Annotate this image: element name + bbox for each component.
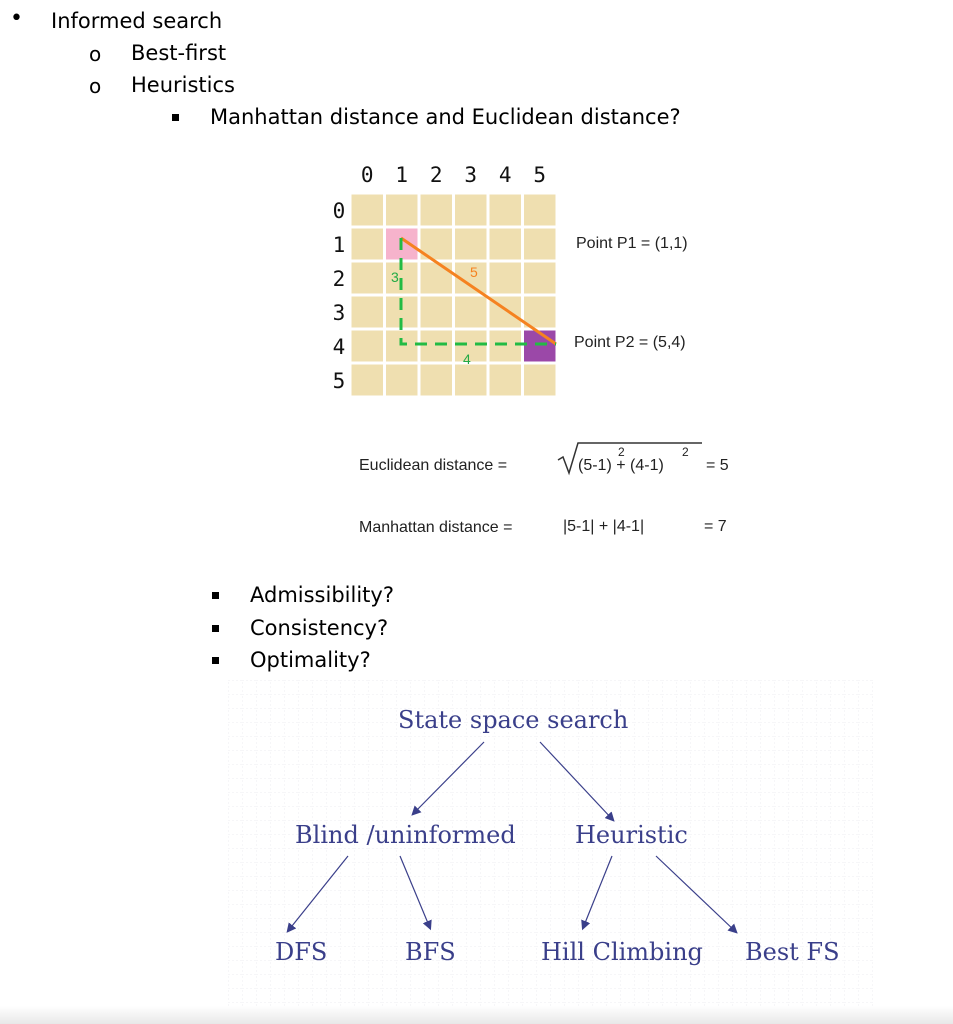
outline-informed-search: Informed search — [51, 9, 223, 33]
grid-cell — [524, 365, 556, 396]
grid-cell — [455, 229, 487, 260]
grid-row-label: 0 — [332, 199, 346, 223]
grid-cell — [352, 195, 384, 226]
tree-heuristic-node: Heuristic — [575, 821, 688, 849]
grid-cell — [421, 365, 453, 396]
grid-cell — [352, 331, 384, 362]
point-p2-label: Point P2 = (5,4) — [574, 334, 686, 351]
grid-row-label: 2 — [332, 267, 346, 291]
bullet-square — [212, 657, 219, 664]
grid-column-label: 1 — [395, 163, 409, 187]
grid-column-label: 3 — [464, 163, 478, 187]
bottom-edge — [0, 1006, 953, 1024]
grid-cell — [490, 195, 522, 226]
bullet-circle: o — [89, 74, 102, 98]
grid-row-label: 4 — [332, 335, 346, 359]
grid-diagram — [320, 155, 740, 400]
grid-column-label: 2 — [429, 163, 443, 187]
horizontal-distance-label: 4 — [463, 351, 471, 367]
grid-cell — [490, 263, 522, 294]
manhattan-expression: |5-1| + |4-1| — [563, 518, 645, 535]
vertical-distance-label: 3 — [391, 269, 399, 285]
grid-cell — [421, 195, 453, 226]
grid-cell — [386, 331, 418, 362]
grid-cell — [490, 331, 522, 362]
grid-cell — [524, 195, 556, 226]
bullet-circle: o — [89, 42, 102, 66]
bullet-dot: • — [10, 6, 23, 31]
outline-best-first: Best-first — [131, 41, 227, 65]
tree-blind-node: Blind /uninformed — [295, 821, 516, 849]
outline-consistency: Consistency? — [250, 616, 389, 640]
grid-cell — [421, 297, 453, 328]
grid-row-label: 1 — [332, 233, 346, 257]
grid-cell — [455, 195, 487, 226]
grid-cell — [352, 263, 384, 294]
euclidean-result: = 5 — [706, 457, 729, 474]
superscript-2-b: 2 — [682, 445, 689, 459]
grid-cell — [421, 263, 453, 294]
grid-cell — [352, 365, 384, 396]
manhattan-label: Manhattan distance = — [359, 519, 513, 536]
grid-row-label: 3 — [332, 301, 346, 325]
tree-root-node: State space search — [398, 706, 629, 734]
grid-cell — [524, 297, 556, 328]
grid-cell — [386, 365, 418, 396]
grid-cell — [490, 229, 522, 260]
diagonal-distance-label: 5 — [470, 264, 478, 280]
grid-column-label: 5 — [533, 163, 547, 187]
bullet-square — [212, 625, 219, 632]
tree-bfs-node: BFS — [405, 938, 456, 966]
grid-column-label: 0 — [360, 163, 374, 187]
grid-column-label: 4 — [498, 163, 512, 187]
grid-cell — [386, 195, 418, 226]
grid-cell — [455, 297, 487, 328]
grid-cell — [524, 229, 556, 260]
tree-best-fs-node: Best FS — [745, 938, 840, 966]
grid-row-label: 5 — [332, 369, 346, 393]
grid-cell — [352, 297, 384, 328]
outline-distance-question: Manhattan distance and Euclidean distance? — [210, 105, 681, 129]
grid-cell — [352, 229, 384, 260]
bullet-square — [212, 592, 219, 599]
bullet-square — [172, 114, 179, 121]
grid-cell — [524, 263, 556, 294]
grid-cell — [421, 331, 453, 362]
superscript-2-a: 2 — [618, 445, 625, 459]
grid-cell — [490, 365, 522, 396]
manhattan-result: = 7 — [704, 518, 727, 535]
tree-dfs-node: DFS — [275, 938, 328, 966]
euclidean-label: Euclidean distance = — [359, 457, 508, 474]
outline-optimality: Optimality? — [250, 648, 371, 672]
point-p1-label: Point P1 = (1,1) — [576, 235, 688, 252]
grid-cell-p2 — [524, 331, 556, 362]
grid-cell — [455, 365, 487, 396]
euclidean-expression: (5-1) + (4-1) — [578, 457, 664, 474]
outline-heuristics: Heuristics — [131, 73, 235, 97]
outline-admissibility: Admissibility? — [250, 583, 394, 607]
tree-hill-climbing-node: Hill Climbing — [541, 938, 703, 966]
